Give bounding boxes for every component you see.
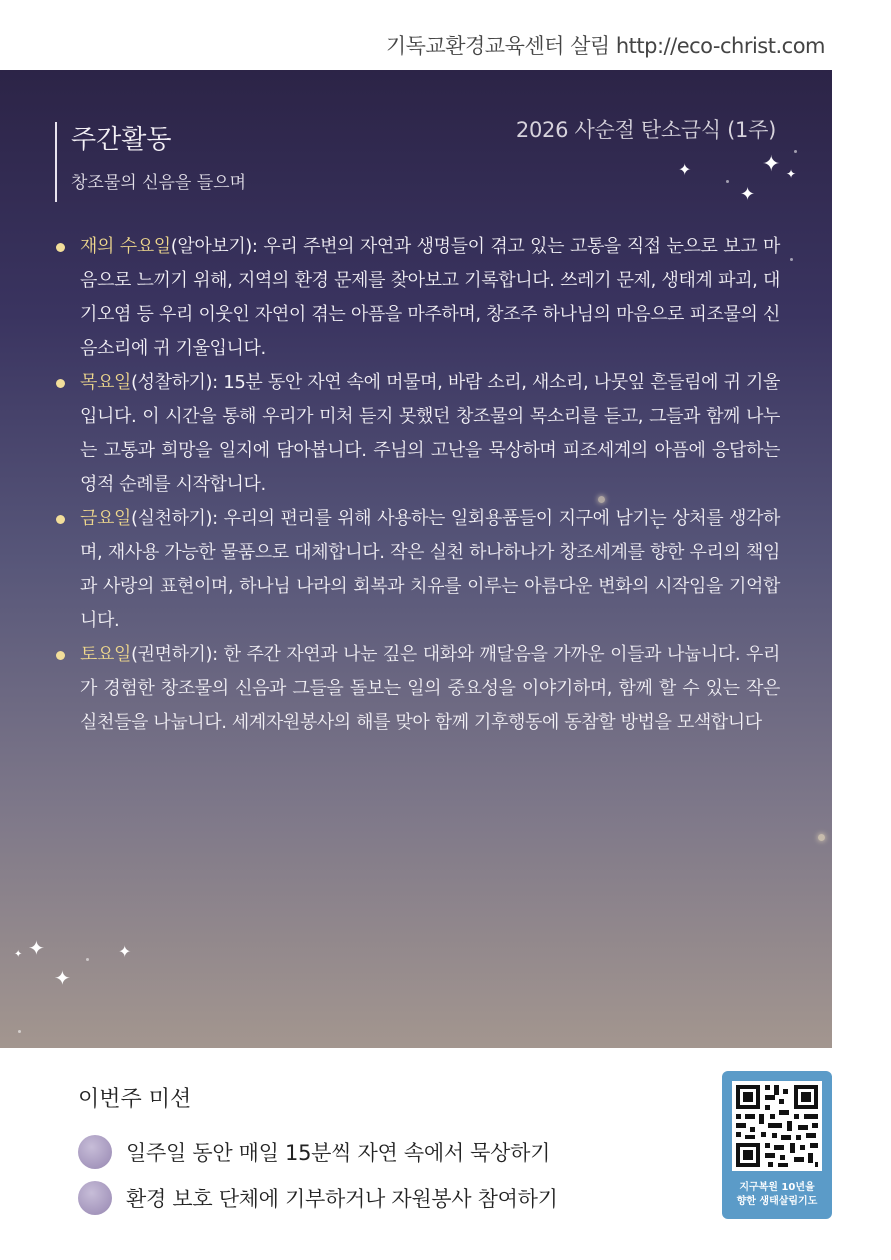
activity-text: (성찰하기): 15분 동안 자연 속에 머물며, 바람 소리, 새소리, 나뭇잎 흔들림에 귀 기울입니다. 이 시간을 통해 우리가 미처 듣지 못했던 창조물의 목소리를 듣고, 그들과 함께 나누는 고통과 희망을 일지에 담아봅니다. 주님의 고난을 묵상하며 피조세계의 아픔에 응답하는 영적 순례를 시작합니다. <box>80 372 780 495</box>
bullet-dot-icon <box>56 651 65 660</box>
sparkle-icon: ✦ <box>786 167 797 181</box>
organization-label: 기독교환경교육센터 살림 http://eco-christ.com <box>385 34 825 58</box>
glow-dot <box>818 834 825 841</box>
weekly-activity-panel <box>0 70 832 1048</box>
sparkle-icon: ✦ <box>14 949 23 960</box>
activity-item-thursday <box>56 366 780 502</box>
mission-section <box>78 1082 558 1221</box>
bullet-dot-icon <box>56 515 65 524</box>
star-dot <box>726 180 729 183</box>
qr-caption <box>722 1181 832 1209</box>
qr-caption-line: 향한 생태살림기도 <box>736 1196 818 1207</box>
activity-day: 금요일 <box>80 508 131 529</box>
qr-card[interactable] <box>722 1071 832 1219</box>
sparkle-icon: ✦ <box>118 942 132 961</box>
activity-item-friday <box>56 502 780 638</box>
bullet-dot-icon <box>56 379 65 388</box>
bullet-dot-icon <box>56 243 65 252</box>
page-subtitle: 창조물의 신음을 들으며 <box>71 173 247 193</box>
activity-day: 재의 수요일 <box>80 236 171 257</box>
page-title: 주간활동 <box>71 125 172 155</box>
star-dot <box>86 958 89 961</box>
qr-code-icon[interactable] <box>732 1081 822 1171</box>
mission-text: 환경 보호 단체에 기부하거나 자원봉사 참여하기 <box>126 1187 558 1211</box>
mission-title: 이번주 미션 <box>78 1087 192 1112</box>
sparkle-icon: ✦ <box>28 936 45 960</box>
mission-item <box>78 1175 558 1221</box>
activity-text: (권면하기): 한 주간 자연과 나눈 깊은 대화와 깨달음을 가까운 이들과 나눕니다. 우리가 경험한 창조물의 신음과 그들을 돌보는 일의 중요성을 이야기하며, 함께 할 수 있는 작은 실천들을 나눕니다. 세계자원봉사의 해를 맞아 함께 기후행동에 동참할 방법을 모색합니다 <box>80 644 780 733</box>
star-dot <box>794 150 797 153</box>
star-dot <box>18 1030 21 1033</box>
circle-bullet-icon <box>78 1135 112 1169</box>
activity-day: 토요일 <box>80 644 131 665</box>
activity-text: (실천하기): 우리의 편리를 위해 사용하는 일회용품들이 지구에 남기는 상처를 생각하며, 재사용 가능한 물품으로 대체합니다. 작은 실천 하나하나가 창조세계를 향한 우리의 책임과 사랑의 표현이며, 하나님 나라의 회복과 치유를 이루는 아름다운 변화의 시작임을 기억합니다. <box>80 508 780 631</box>
activity-item-wednesday <box>56 230 780 366</box>
week-label: 2026 사순절 탄소금식 (1주) <box>515 118 776 142</box>
circle-bullet-icon <box>78 1181 112 1215</box>
activity-item-saturday <box>56 638 780 740</box>
qr-caption-line: 지구복원 10년을 <box>739 1182 815 1193</box>
activity-day: 목요일 <box>80 372 131 393</box>
star-dot <box>790 258 793 261</box>
sparkle-icon: ✦ <box>54 966 71 990</box>
activity-text: (알아보기): 우리 주변의 자연과 생명들이 겪고 있는 고통을 직접 눈으로 보고 마음으로 느끼기 위해, 지역의 환경 문제를 찾아보고 기록합니다. 쓰레기 문제, 생태계 파괴, 대기오염 등 우리 이웃인 자연이 겪는 아픔을 마주하며, 창조주 하나님의 마음으로 피조물의 신음소리에 귀 기울입니다. <box>80 236 780 359</box>
mission-text: 일주일 동안 매일 15분씩 자연 속에서 묵상하기 <box>126 1141 551 1165</box>
sparkle-icon: ✦ <box>678 160 692 179</box>
sparkle-icon: ✦ <box>762 152 781 177</box>
title-block <box>55 122 246 202</box>
mission-item <box>78 1129 558 1175</box>
activity-list <box>56 230 780 740</box>
sparkle-icon: ✦ <box>740 184 756 205</box>
top-header <box>0 0 891 70</box>
